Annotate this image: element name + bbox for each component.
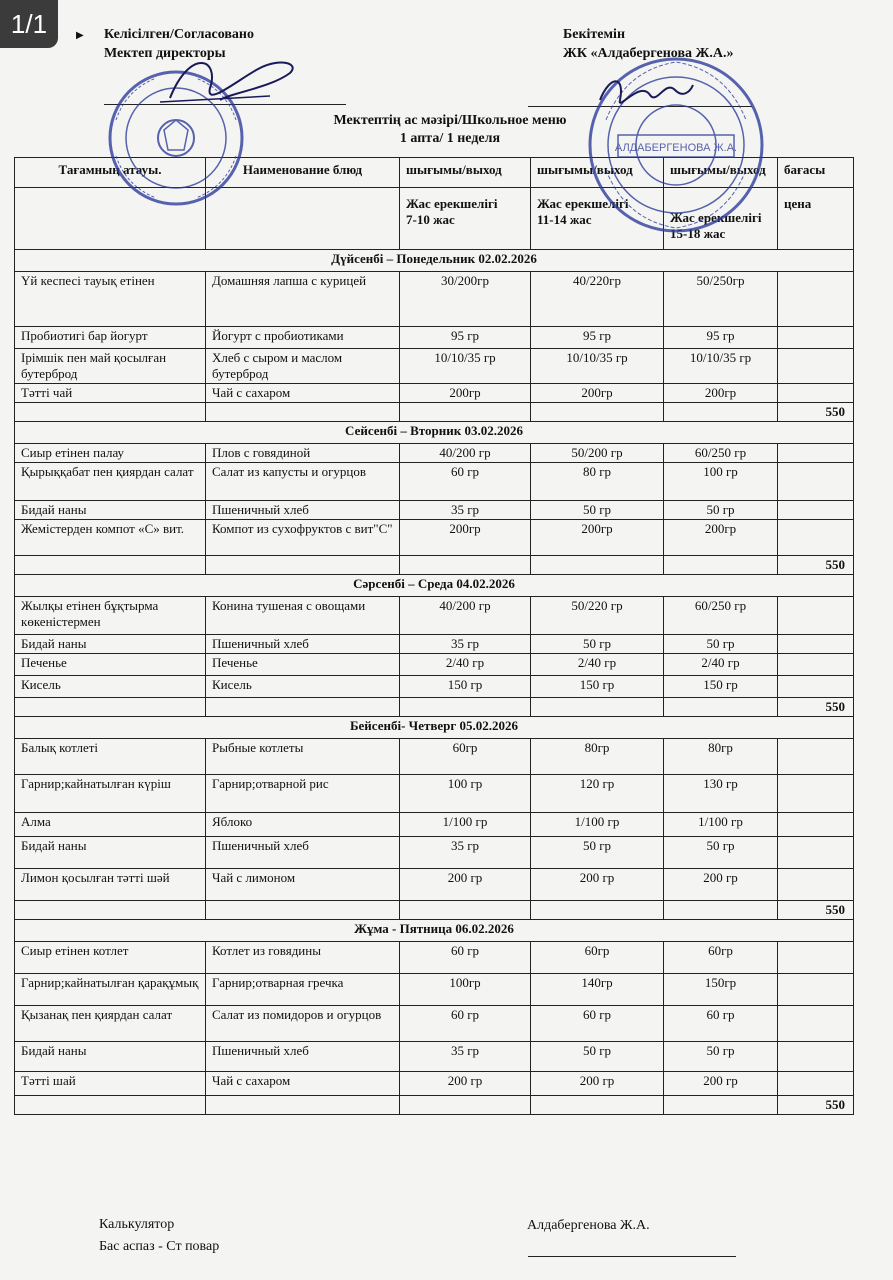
portion-15-18: 2/40 гр: [664, 654, 778, 676]
menu-item-row: [15, 869, 854, 901]
price-row-empty: [664, 556, 778, 575]
price-row-empty: [664, 403, 778, 422]
portion-7-10: 100 гр: [400, 775, 531, 813]
portion-11-14: 95 гр: [531, 327, 664, 349]
portion-11-14: 10/10/35 гр: [531, 349, 664, 384]
menu-body: [15, 250, 854, 1115]
day-price-row: [15, 403, 854, 422]
dish-name-kz: Ірімшік пен май қосылған бутерброд: [15, 349, 206, 384]
menu-table: [14, 157, 854, 1115]
dish-name-kz: Тәтті чай: [15, 384, 206, 403]
menu-title: [290, 112, 610, 148]
menu-item-row: [15, 327, 854, 349]
portion-7-10: 60 гр: [400, 1006, 531, 1042]
portion-11-14: 200гр: [531, 520, 664, 556]
price-row-empty: [531, 1096, 664, 1115]
price-cell-empty: [778, 676, 854, 698]
dish-name-kz: Лимон қосылған тәтті шәй: [15, 869, 206, 901]
day-price: 550: [778, 698, 854, 717]
price-row-empty: [400, 403, 531, 422]
price-cell-empty: [778, 974, 854, 1006]
menu-item-row: [15, 272, 854, 327]
dish-name-ru: Чай с сахаром: [206, 384, 400, 403]
price-row-empty: [15, 1096, 206, 1115]
menu-item-row: [15, 597, 854, 635]
footer-calculator: Калькулятор: [99, 1217, 175, 1232]
age-3-range: 15-18 жас: [670, 226, 726, 241]
price-row-empty: [206, 698, 400, 717]
menu-item-row: [15, 775, 854, 813]
footer-signature-line: [528, 1256, 736, 1257]
dish-name-ru: Домашняя лапша с курицей: [206, 272, 400, 327]
price-row-empty: [531, 556, 664, 575]
menu-item-row: [15, 813, 854, 837]
approval-left-title: Келісілген/Согласовано: [104, 27, 254, 42]
menu-item-row: [15, 635, 854, 654]
portion-15-18: 50/250гр: [664, 272, 778, 327]
price-cell-empty: [778, 654, 854, 676]
portion-11-14: 60гр: [531, 942, 664, 974]
price-row-empty: [15, 403, 206, 422]
day-title: Сәрсенбі – Среда 04.02.2026: [15, 575, 854, 597]
day-price-row: [15, 901, 854, 920]
portion-15-18: 200 гр: [664, 1072, 778, 1096]
day-header-row: [15, 717, 854, 739]
day-price-row: [15, 1096, 854, 1115]
menu-item-row: [15, 463, 854, 501]
price-row-empty: [15, 698, 206, 717]
portion-7-10: 35 гр: [400, 837, 531, 869]
day-price: 550: [778, 403, 854, 422]
dish-name-ru: Компот из сухофруктов с вит"С": [206, 520, 400, 556]
price-cell-empty: [778, 813, 854, 837]
portion-15-18: 130 гр: [664, 775, 778, 813]
dish-name-ru: Гарнир;отварной рис: [206, 775, 400, 813]
portion-15-18: 100 гр: [664, 463, 778, 501]
portion-15-18: 95 гр: [664, 327, 778, 349]
price-row-empty: [15, 901, 206, 920]
day-header-row: [15, 920, 854, 942]
price-row-empty: [206, 901, 400, 920]
dish-name-ru: Пшеничный хлеб: [206, 501, 400, 520]
approval-right-title: Бекітемін: [563, 27, 626, 42]
day-header-row: [15, 422, 854, 444]
day-title: Сейсенбі – Вторник 03.02.2026: [15, 422, 854, 444]
price-row-empty: [206, 1096, 400, 1115]
portion-11-14: 80 гр: [531, 463, 664, 501]
price-row-empty: [400, 556, 531, 575]
dish-name-kz: Бидай наны: [15, 1042, 206, 1072]
subheader-row: [15, 188, 854, 250]
portion-15-18: 50 гр: [664, 501, 778, 520]
portion-15-18: 50 гр: [664, 837, 778, 869]
portion-15-18: 200гр: [664, 384, 778, 403]
portion-11-14: 200гр: [531, 384, 664, 403]
signature-line-right: [528, 106, 752, 107]
approval-right: [563, 25, 733, 63]
dish-name-kz: Гарнир;кайнатылған күріш: [15, 775, 206, 813]
dish-name-kz: Қырыққабат пен қиярдан салат: [15, 463, 206, 501]
dish-name-ru: Рыбные котлеты: [206, 739, 400, 775]
dish-name-kz: Сиыр етінен палау: [15, 444, 206, 463]
header-price-kz: бағасы: [778, 158, 854, 188]
day-price: 550: [778, 901, 854, 920]
portion-11-14: 50 гр: [531, 837, 664, 869]
portion-7-10: 2/40 гр: [400, 654, 531, 676]
price-cell-empty: [778, 739, 854, 775]
header-yield-2: шығымы/выход: [531, 158, 664, 188]
portion-11-14: 50/200 гр: [531, 444, 664, 463]
dish-name-ru: Яблоко: [206, 813, 400, 837]
portion-7-10: 30/200гр: [400, 272, 531, 327]
portion-15-18: 60 гр: [664, 1006, 778, 1042]
price-row-empty: [15, 556, 206, 575]
header-yield-3: шығымы/выход: [664, 158, 778, 188]
price-cell-empty: [778, 520, 854, 556]
portion-11-14: 50/220 гр: [531, 597, 664, 635]
footer-chief-cook: Бас аспаз - Ст повар: [99, 1239, 220, 1254]
portion-11-14: 2/40 гр: [531, 654, 664, 676]
dish-name-ru: Печенье: [206, 654, 400, 676]
dish-name-ru: Чай с сахаром: [206, 1072, 400, 1096]
age-2-range: 11-14 жас: [537, 212, 592, 227]
price-cell-empty: [778, 869, 854, 901]
portion-15-18: 10/10/35 гр: [664, 349, 778, 384]
dish-name-ru: Йогурт с пробиотиками: [206, 327, 400, 349]
portion-7-10: 200гр: [400, 384, 531, 403]
menu-item-row: [15, 942, 854, 974]
price-cell-empty: [778, 1042, 854, 1072]
dish-name-kz: Балық котлеті: [15, 739, 206, 775]
portion-7-10: 100гр: [400, 974, 531, 1006]
portion-15-18: 60гр: [664, 942, 778, 974]
price-cell-empty: [778, 272, 854, 327]
price-cell-empty: [778, 327, 854, 349]
price-cell-empty: [778, 1072, 854, 1096]
dish-name-kz: Жемістерден компот «С» вит.: [15, 520, 206, 556]
day-price: 550: [778, 556, 854, 575]
dish-name-ru: Пшеничный хлеб: [206, 1042, 400, 1072]
portion-7-10: 1/100 гр: [400, 813, 531, 837]
portion-7-10: 35 гр: [400, 1042, 531, 1072]
portion-15-18: 200 гр: [664, 869, 778, 901]
dish-name-ru: Хлеб с сыром и маслом бутерброд: [206, 349, 400, 384]
price-cell-empty: [778, 463, 854, 501]
portion-11-14: 150 гр: [531, 676, 664, 698]
portion-15-18: 200гр: [664, 520, 778, 556]
price-cell-empty: [778, 349, 854, 384]
dish-name-kz: Тәтті шай: [15, 1072, 206, 1096]
entrepreneur-signature: [595, 70, 695, 115]
portion-7-10: 60 гр: [400, 942, 531, 974]
portion-15-18: 150гр: [664, 974, 778, 1006]
dish-name-ru: Пшеничный хлеб: [206, 635, 400, 654]
price-cell-empty: [778, 384, 854, 403]
header-dish-ru: Наименование блюд: [206, 158, 400, 188]
portion-11-14: 200 гр: [531, 1072, 664, 1096]
portion-15-18: 150 гр: [664, 676, 778, 698]
portion-7-10: 10/10/35 гр: [400, 349, 531, 384]
menu-item-row: [15, 676, 854, 698]
price-row-empty: [206, 556, 400, 575]
price-cell-empty: [778, 635, 854, 654]
dish-name-ru: Пшеничный хлеб: [206, 837, 400, 869]
portion-11-14: 80гр: [531, 739, 664, 775]
portion-7-10: 200 гр: [400, 869, 531, 901]
dish-name-ru: Кисель: [206, 676, 400, 698]
portion-15-18: 1/100 гр: [664, 813, 778, 837]
portion-7-10: 60гр: [400, 739, 531, 775]
subheader-age-1: [400, 188, 531, 250]
dish-name-ru: Гарнир;отварная гречка: [206, 974, 400, 1006]
price-row-empty: [531, 698, 664, 717]
price-cell-empty: [778, 1006, 854, 1042]
dish-name-kz: Жылқы етінен бұқтырма көкеністермен: [15, 597, 206, 635]
day-header-row: [15, 250, 854, 272]
portion-11-14: 140гр: [531, 974, 664, 1006]
price-cell-empty: [778, 837, 854, 869]
portion-7-10: 60 гр: [400, 463, 531, 501]
menu-item-row: [15, 837, 854, 869]
subheader-empty-2: [206, 188, 400, 250]
dish-name-ru: Салат из помидоров и огурцов: [206, 1006, 400, 1042]
menu-item-row: [15, 384, 854, 403]
dish-name-kz: Кисель: [15, 676, 206, 698]
day-title: Дүйсенбі – Понедельник 02.02.2026: [15, 250, 854, 272]
header-yield-1: шығымы/выход: [400, 158, 531, 188]
price-row-empty: [664, 698, 778, 717]
menu-item-row: [15, 520, 854, 556]
dish-name-ru: Салат из капусты и огурцов: [206, 463, 400, 501]
day-price-row: [15, 698, 854, 717]
subheader-empty-1: [15, 188, 206, 250]
dish-name-ru: Конина тушеная с овощами: [206, 597, 400, 635]
portion-11-14: 50 гр: [531, 501, 664, 520]
menu-item-row: [15, 444, 854, 463]
approval-right-org: ЖК «Алдабергенова Ж.А.»: [563, 46, 734, 61]
dish-name-ru: Чай с лимоном: [206, 869, 400, 901]
approval-left-role: Мектеп директоры: [104, 46, 226, 61]
menu-item-row: [15, 1006, 854, 1042]
dish-name-kz: Печенье: [15, 654, 206, 676]
subheader-age-2: [531, 188, 664, 250]
menu-item-row: [15, 501, 854, 520]
portion-15-18: 50 гр: [664, 1042, 778, 1072]
dish-name-kz: Алма: [15, 813, 206, 837]
menu-item-row: [15, 974, 854, 1006]
signature-line-left: [104, 104, 346, 105]
portion-11-14: 200 гр: [531, 869, 664, 901]
price-row-empty: [531, 901, 664, 920]
portion-7-10: 200 гр: [400, 1072, 531, 1096]
dish-name-kz: Бидай наны: [15, 837, 206, 869]
price-cell-empty: [778, 597, 854, 635]
day-price-row: [15, 556, 854, 575]
stamp-center-text: АЛДАБЕРГЕНОВА Ж.А.: [614, 142, 738, 154]
dish-name-kz: Бидай наны: [15, 635, 206, 654]
price-row-empty: [400, 1096, 531, 1115]
age-1-label: Жас ерекшелігі: [406, 196, 498, 211]
menu-item-row: [15, 654, 854, 676]
portion-7-10: 40/200 гр: [400, 597, 531, 635]
portion-7-10: 200гр: [400, 520, 531, 556]
day-title: Жұма - Пятница 06.02.2026: [15, 920, 854, 942]
price-cell-empty: [778, 444, 854, 463]
dish-name-kz: Сиыр етінен котлет: [15, 942, 206, 974]
menu-title-line1: Мектептің ас мәзірі/Школьное меню: [333, 113, 567, 128]
menu-item-row: [15, 1042, 854, 1072]
day-price: 550: [778, 1096, 854, 1115]
subheader-age-3: [664, 188, 778, 250]
dish-name-kz: Бидай наны: [15, 501, 206, 520]
portion-15-18: 60/250 гр: [664, 597, 778, 635]
portion-7-10: 95 гр: [400, 327, 531, 349]
approval-left: [104, 25, 254, 63]
header-dish-kz: Тағамның атауы.: [15, 158, 206, 188]
portion-7-10: 35 гр: [400, 501, 531, 520]
subheader-price-ru: цена: [778, 188, 854, 250]
price-cell-empty: [778, 942, 854, 974]
age-2-label: Жас ерекшелігі: [537, 196, 629, 211]
price-row-empty: [664, 1096, 778, 1115]
price-row-empty: [400, 901, 531, 920]
dish-name-kz: Пробиотигі бар йогурт: [15, 327, 206, 349]
price-cell-empty: [778, 501, 854, 520]
dish-name-kz: Үй кеспесі тауық етінен: [15, 272, 206, 327]
price-row-empty: [206, 403, 400, 422]
portion-15-18: 60/250 гр: [664, 444, 778, 463]
portion-7-10: 150 гр: [400, 676, 531, 698]
day-header-row: [15, 575, 854, 597]
portion-11-14: 1/100 гр: [531, 813, 664, 837]
footer-left: [99, 1214, 219, 1258]
menu-item-row: [15, 349, 854, 384]
price-row-empty: [400, 698, 531, 717]
portion-15-18: 50 гр: [664, 635, 778, 654]
portion-15-18: 80гр: [664, 739, 778, 775]
dish-name-kz: Гарнир;кайнатылған қарақұмық: [15, 974, 206, 1006]
portion-7-10: 40/200 гр: [400, 444, 531, 463]
footer-signatory-name: Алдабергенова Ж.А.: [527, 1218, 650, 1233]
day-title: Бейсенбі- Четверг 05.02.2026: [15, 717, 854, 739]
dish-name-ru: Плов с говядиной: [206, 444, 400, 463]
portion-11-14: 60 гр: [531, 1006, 664, 1042]
menu-item-row: [15, 739, 854, 775]
portion-11-14: 120 гр: [531, 775, 664, 813]
bullet-mark: ▶: [76, 30, 84, 41]
price-row-empty: [531, 403, 664, 422]
menu-item-row: [15, 1072, 854, 1096]
dish-name-ru: Котлет из говядины: [206, 942, 400, 974]
portion-11-14: 50 гр: [531, 635, 664, 654]
portion-11-14: 50 гр: [531, 1042, 664, 1072]
header-row: [15, 158, 854, 188]
price-row-empty: [664, 901, 778, 920]
price-cell-empty: [778, 775, 854, 813]
menu-title-line2: 1 апта/ 1 неделя: [399, 131, 501, 146]
portion-7-10: 35 гр: [400, 635, 531, 654]
portion-11-14: 40/220гр: [531, 272, 664, 327]
page-counter: 1/1: [0, 0, 58, 48]
age-3-label: Жас ерекшелігі: [670, 210, 762, 225]
dish-name-kz: Қызанақ пен қиярдан салат: [15, 1006, 206, 1042]
age-1-range: 7-10 жас: [406, 212, 455, 227]
